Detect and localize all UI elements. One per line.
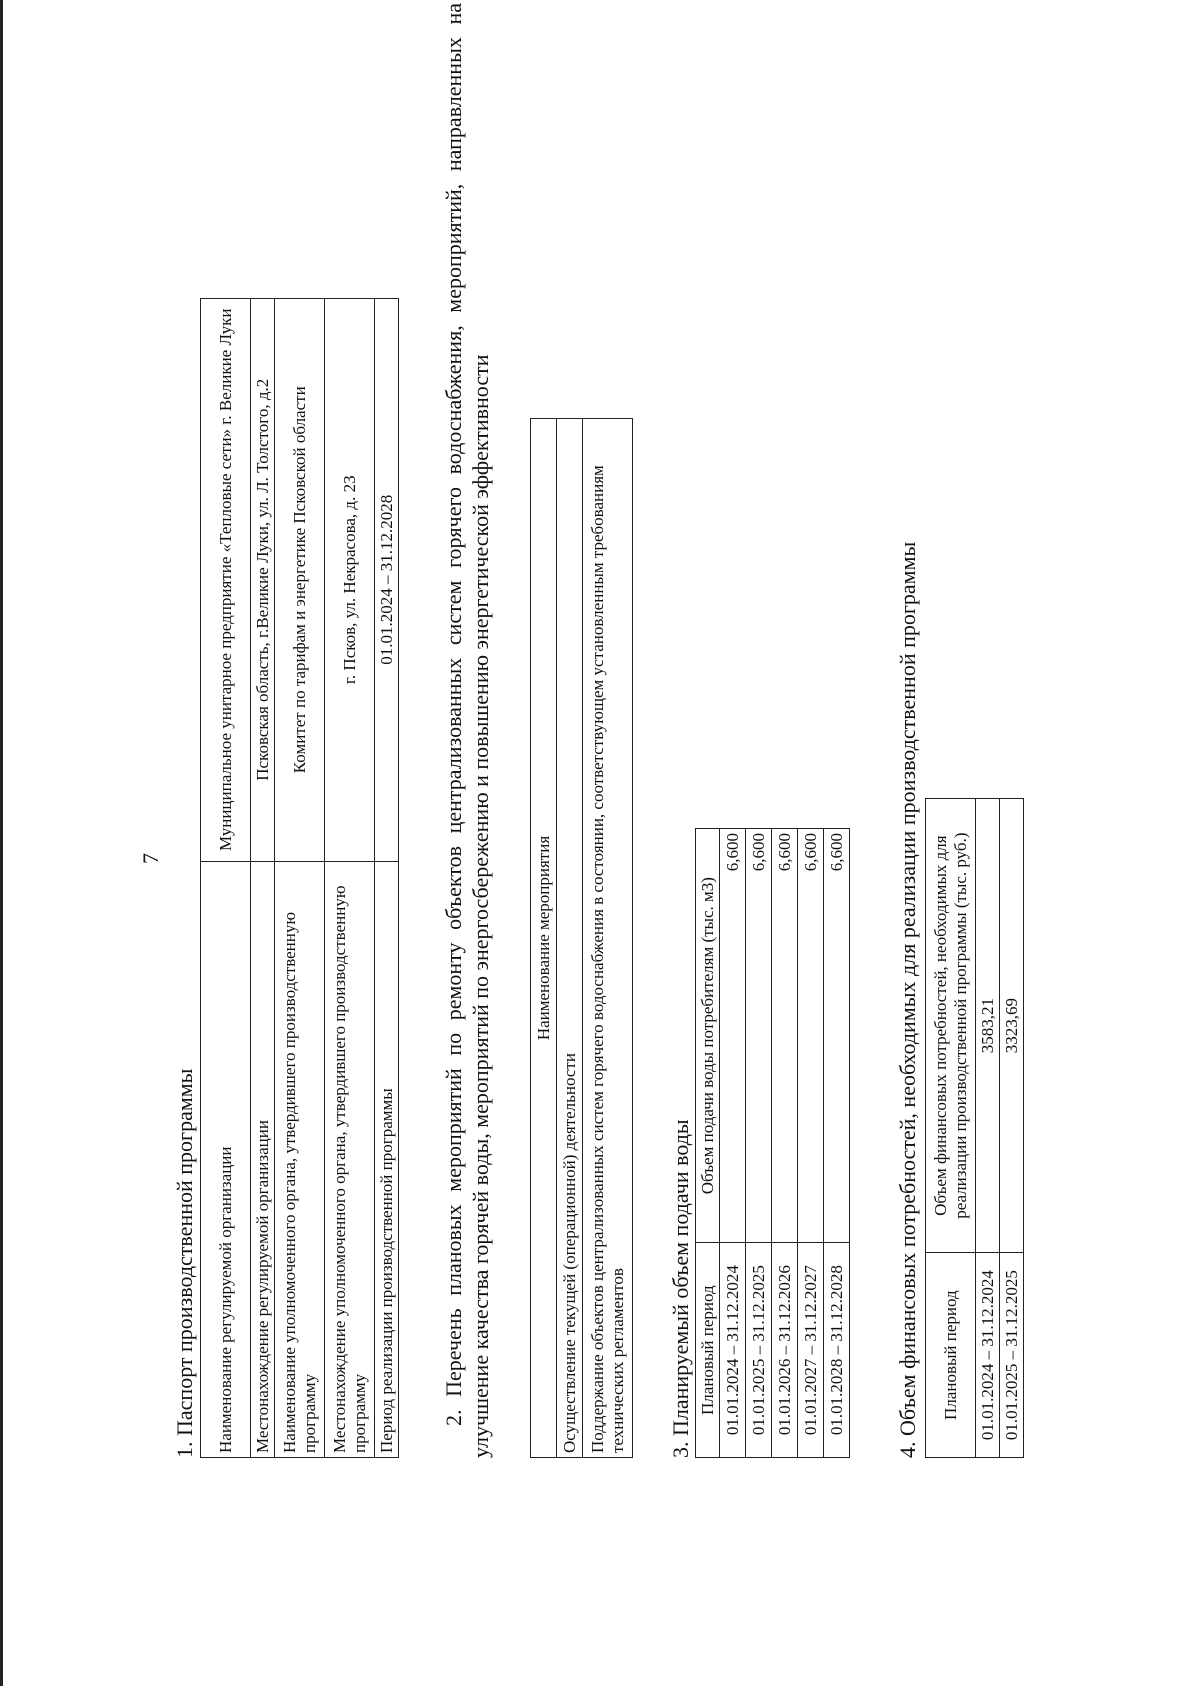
section1-title: 1. Паспорт производственной программы [172,1068,197,1458]
section2-title: 2. Перечень плановых мероприятий по ремонту объектов централизованных систем горячего водоснабжения, мероприятий, направленных на улучшение качества горячей воды, мероприятий по энергосбережению и повышению энергетической эффективности [441,3,493,1458]
table-row [976,799,1000,1458]
volume-cell: 6,600 [824,829,850,1243]
table-row [557,419,583,1458]
measures-header: Наименование мероприятия [531,419,557,1458]
table-row [824,829,850,1458]
passport-label: Местонахождение регулируемой организации [251,861,275,1457]
section4-title: 4. Объем финансовых потребностей, необходимых для реализации производственной программы [895,541,920,1458]
passport-label: Период реализации производственной программы [375,861,399,1457]
volume-cell: 6,600 [798,829,824,1243]
table-row [201,299,251,1458]
column-header: Объем финансовых потребностей, необходимых для реализации производственной программы (тыс. руб.) [926,799,976,1253]
passport-label: Местонахождение уполномоченного органа, утвердившего производственную программу [325,861,375,1457]
table-row [720,829,746,1458]
volume-cell: 6,600 [720,829,746,1243]
period-cell: 01.01.2026 – 31.12.2026 [772,1243,798,1458]
passport-value: Псковская область, г.Великие Луки, ул. Л. Толстого, д.2 [251,299,275,862]
passport-value: 01.01.2024 – 31.12.2028 [375,299,399,862]
section3-title: 3. Планируемый объем подачи воды [668,1119,693,1458]
period-cell: 01.01.2027 – 31.12.2027 [798,1243,824,1458]
water-volume-table [695,828,850,1458]
period-cell: 01.01.2024 – 31.12.2024 [720,1243,746,1458]
table-row [926,799,976,1458]
measures-table [530,418,633,1458]
column-header: Плановый период [926,1253,976,1458]
amount-cell: 3323,69 [1000,799,1024,1253]
table-row [1000,799,1024,1458]
period-cell: 01.01.2028 – 31.12.2028 [824,1243,850,1458]
measure-item: Поддержание объектов централизованных систем горячего водоснабжения в состоянии, соответствующем установленным требованиям технических регламентов [583,419,633,1458]
column-header: Плановый период [696,1243,720,1458]
table-row [251,299,275,1458]
period-cell: 01.01.2025 – 31.12.2025 [1000,1253,1024,1458]
amount-cell: 3583,21 [976,799,1000,1253]
finance-table [925,798,1024,1458]
table-row [696,829,720,1458]
table-row [798,829,824,1458]
table-row [772,829,798,1458]
column-header: Объем подачи воды потребителям (тыс. м3) [696,829,720,1243]
table-row [275,299,325,1458]
table-row [375,299,399,1458]
passport-table [200,298,399,1458]
table-row [746,829,772,1458]
measure-item: Осуществление текущей (операционной) деятельности [557,419,583,1458]
period-cell: 01.01.2024 – 31.12.2024 [976,1253,1000,1458]
passport-label: Наименование уполномоченного органа, утвердившего производственную программу [275,861,325,1457]
volume-cell: 6,600 [772,829,798,1243]
volume-cell: 6,600 [746,829,772,1243]
period-cell: 01.01.2025 – 31.12.2025 [746,1243,772,1458]
table-row [531,419,557,1458]
passport-value: Муниципальное унитарное предприятие «Тепловые сети» г. Великие Луки [201,299,251,862]
passport-label: Наименование регулируемой организации [201,861,251,1457]
passport-value: Комитет по тарифам и энергетике Псковской области [275,299,325,862]
table-row [325,299,375,1458]
table-row [583,419,633,1458]
passport-value: г. Псков, ул. Некрасова, д. 23 [325,299,375,862]
page-number: 7 [138,853,163,864]
